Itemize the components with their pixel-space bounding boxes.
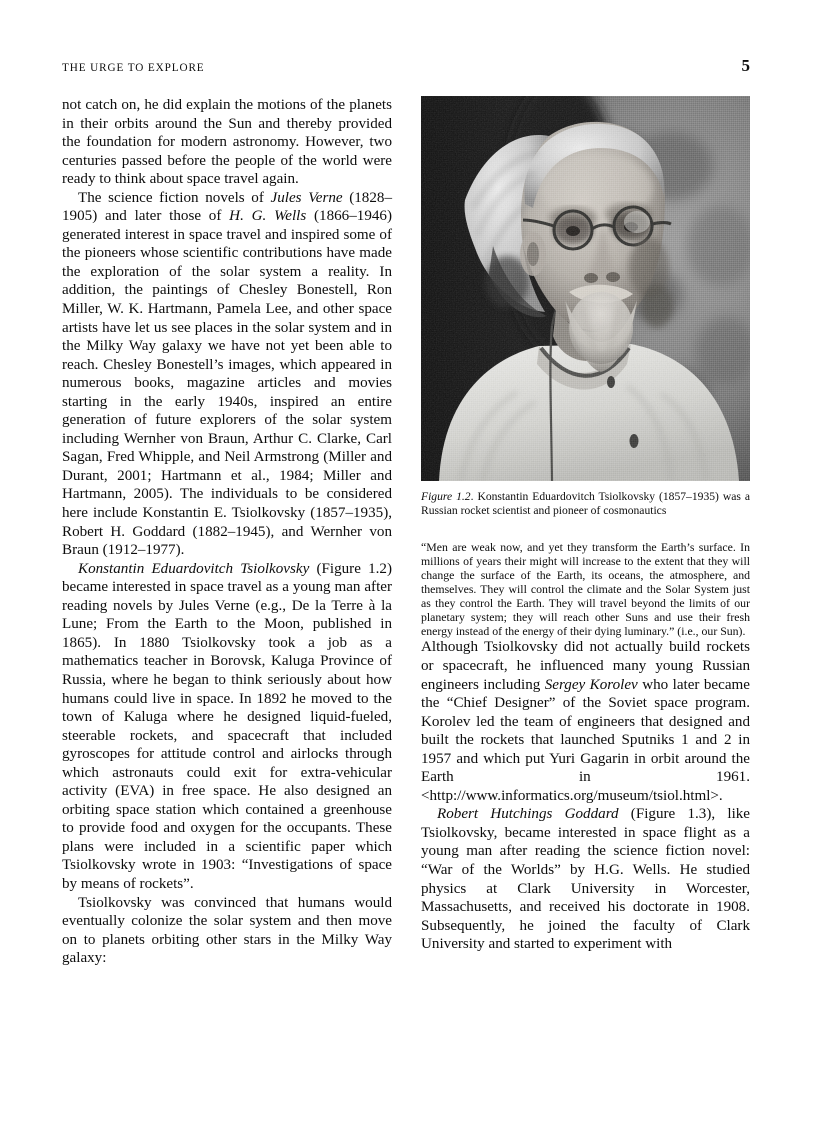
person-name-korolev: Sergey Korolev [544,676,638,693]
paragraph-korolev: Although Tsiolkovsky did not actually build rockets or spacecraft, he influenced many young Russian engineers including Sergey Korolev who later became the “Chief Designer” of the Soviet space program. Korolev led the team of engineers that designed and built the rockets that launched Sputniks 1 and 2 in 1957 and which put Yuri Gagarin in orbit around the Earth in 1961. <http://www.informatics.org/museum/tsiol.html>. [421,639,750,804]
block-quote-tsiolkovsky: “Men are weak now, and yet they transform the Earth’s surface. In millions of years their might will increase to the extent that they will change the surface of the Earth, its oceans, the atmosphere, and themselves. They will control the climate and the Solar System just as they control the Earth. They will travel beyond the limits of our planetary system; they will reach other Suns and use their fresh energy instead of the energy of their dying luminary.” (i.e., our Sun). [421,539,750,639]
paragraph-continuation: not catch on, he did explain the motions of the planets in their orbits around the Sun and thereby provided the foundation for modern astronomy. However, two centuries passed before the people of the world were ready to think about space travel again. [62,97,392,188]
author-name-hg-wells: H. G. Wells [229,208,307,225]
author-name-jules-verne: Jules Verne [270,189,343,206]
paragraph-science-fiction: The science fiction novels of Jules Verne (1828–1905) and later those of H. G. Wells (1866–1946) generated interest in space travel and inspired some of the pioneers whose scientific contributions have made the exploration of the solar system a reality. In addition, the paintings of Chesley Bonestell, Ron Miller, W. K. Hartmann, Pamela Lee, and other space artists have let us see places in the solar system and in the Milky Way galaxy we have not yet been able to reach. Chesley Bonestell’s images, which appeared in numerous books, magazine articles and movies starting in the early 1940s, inspired an entire generation of future explorers of the solar system including Wernher von Braun, Arthur C. Clarke, Carl Sagan, Fred Whipple, and Neil Armstrong (Miller and Durant, 2001; Hartmann et al., 1984; Miller and Hartmann, 2005). The individuals to be considered here include Konstantin E. Tsiolkovsky (1857–1935), Robert H. Goddard (1882–1945), and Wernher von Braun (1912–1977). [62,189,392,559]
paragraph-goddard: Robert Hutchings Goddard (Figure 1.3), like Tsiolkovsky, became interested in space flight as a young man after reading the science fiction novel: “War of the Worlds” by H.G. Wells. He studied physics at Clark University in Worcester, Massachusetts, and received his doctorate in 1908. Subsequently, he joined the faculty of Clark University and started to experiment with [421,806,751,953]
running-head-title: THE URGE TO EXPLORE [62,62,205,74]
right-text-column [421,96,750,954]
figure-caption-text: . Konstantin Eduardovitch Tsiolkovsky (1857–1935) was a Russian rocket scientist and pioneer of cosmonautics [421,490,751,517]
running-head [62,56,750,80]
paragraph-tsiolkovsky-biography: Konstantin Eduardovitch Tsiolkovsky (Figure 1.2) became interested in space travel as a young man after reading novels by Jules Verne (e.g., De la Terre à la Lune; From the Earth to the Moon, published in 1865). In 1880 Tsiolkovsky took a job as a mathematics teacher in Borovsk, Kaluga Province of Russia, where he began to think seriously about how humans could live in space. In 1892 he moved to the town of Kaluga where he designed liquid-fueled, steerable rockets, and spacecraft that included gyroscopes for attitude control and airlocks through which astronauts could exit for extra-vehicular activity (EVA) in free space. He also designed an orbiting space station which contained a greenhouse to provide food and oxygen for the occupants. These plans were included in a scientific paper which Tsiolkovsky wrote in 1903: “Investigations of space by means of rockets”. [62,560,392,892]
paragraph-tsiolkovsky-conviction: Tsiolkovsky was convinced that humans would eventually colonize the solar system and then move on to planets orbiting other stars in the Milky Way galaxy: [62,894,392,967]
tsiolkovsky-portrait-photo [421,96,750,481]
person-name-tsiolkovsky: Konstantin Eduardovitch Tsiolkovsky [78,560,310,577]
page-number: 5 [741,56,750,75]
person-name-goddard: Robert Hutchings Goddard [437,806,619,823]
reference-url: <http://www.informatics.org/museum/tsiol.html>. [421,787,723,804]
figure-label: Figure 1.2 [421,490,471,503]
figure-caption [421,490,750,518]
figure-1-2 [421,96,750,518]
portrait-illustration [421,96,750,481]
left-text-column [62,96,392,968]
